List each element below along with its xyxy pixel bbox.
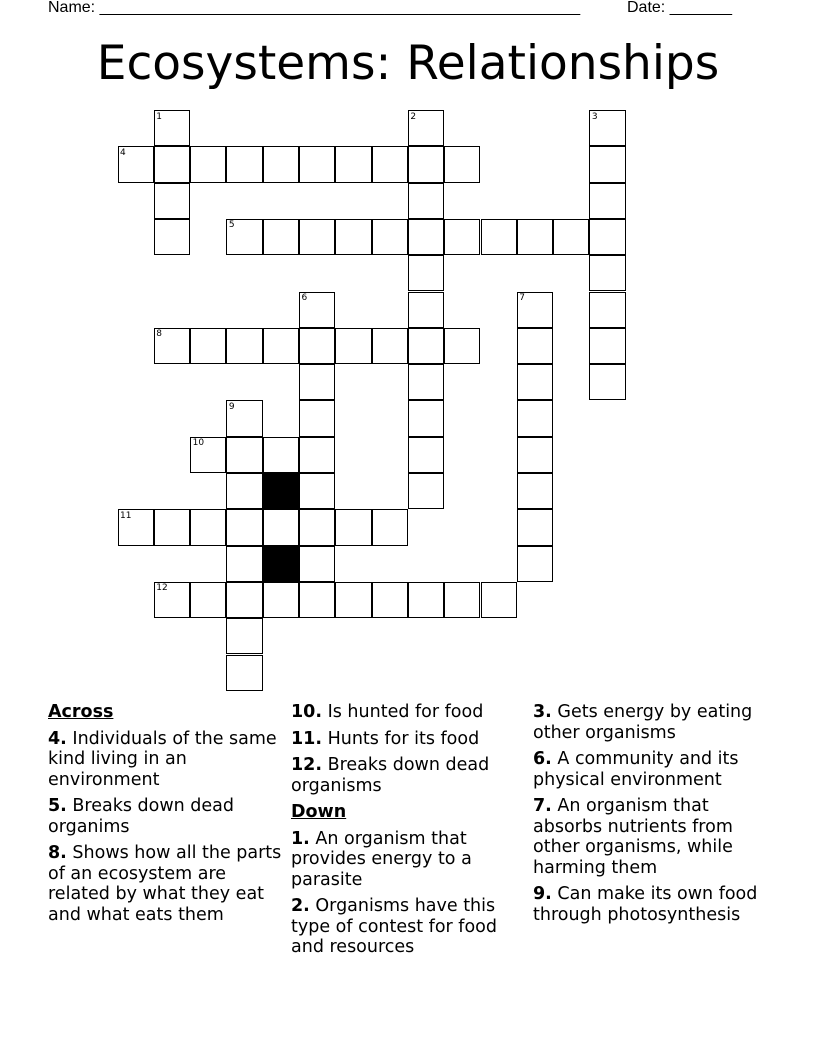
crossword-cell[interactable] <box>372 219 408 255</box>
crossword-cell[interactable] <box>335 328 371 364</box>
crossword-cell[interactable] <box>263 509 299 545</box>
clue-down-6: 6. A community and its physical environment <box>533 749 739 790</box>
crossword-cell[interactable] <box>226 655 262 691</box>
clue-down-7: 7. An organism that absorbs nutrients from other organisms, while harming them <box>533 796 733 878</box>
crossword-cell[interactable] <box>299 328 335 364</box>
clues-column-1 <box>48 702 283 931</box>
page-title: Ecosystems: Relationships <box>96 36 720 91</box>
clue-down-3: 3. Gets energy by eating other organisms <box>533 702 753 743</box>
crossword-cell[interactable] <box>299 509 335 545</box>
crossword-cell[interactable] <box>263 146 299 182</box>
crossword-cell[interactable] <box>517 509 553 545</box>
clue-across-10: 10. Is hunted for food <box>291 702 484 722</box>
crossword-cell[interactable] <box>408 219 444 255</box>
crossword-cell[interactable] <box>444 582 480 618</box>
crossword-cell[interactable] <box>589 292 625 328</box>
crossword-cell[interactable] <box>408 328 444 364</box>
clue-number: 6 <box>301 293 308 303</box>
crossword-cell[interactable] <box>408 183 444 219</box>
crossword-cell[interactable] <box>226 437 262 473</box>
clue-number: 10 <box>192 438 205 449</box>
crossword-cell[interactable] <box>263 437 299 473</box>
crossword-cell[interactable] <box>263 219 299 255</box>
crossword-cell[interactable] <box>589 328 625 364</box>
crossword-cell[interactable] <box>263 328 299 364</box>
crossword-cell[interactable] <box>408 582 444 618</box>
crossword-cell[interactable] <box>226 146 262 182</box>
crossword-cell[interactable] <box>372 146 408 182</box>
crossword-cell[interactable] <box>481 219 517 255</box>
crossword-cell[interactable] <box>444 146 480 182</box>
clue-number: 8 <box>156 329 163 340</box>
crossword-cell[interactable] <box>589 255 625 291</box>
clues-column-2 <box>291 702 526 964</box>
crossword-cell[interactable] <box>517 437 553 473</box>
crossword-cell[interactable] <box>517 473 553 509</box>
crossword-cell[interactable] <box>372 328 408 364</box>
clues-column-3 <box>533 702 773 931</box>
clue-number: 9 <box>228 401 235 412</box>
crossword-cell[interactable] <box>372 509 408 545</box>
clue-number: 3 <box>591 111 598 122</box>
crossword-cell[interactable] <box>226 509 262 545</box>
crossword-cell[interactable] <box>335 509 371 545</box>
crossword-cell[interactable] <box>444 219 480 255</box>
crossword-cell[interactable] <box>517 400 553 436</box>
crossword-cell[interactable] <box>226 546 262 582</box>
crossword-cell[interactable] <box>299 473 335 509</box>
clue-across-4: 4. Individuals of the same kind living in an environment <box>48 728 277 790</box>
crossword-cell[interactable] <box>335 582 371 618</box>
clue-across-11: 11. Hunts for its food <box>291 728 480 749</box>
crossword-cell[interactable] <box>517 364 553 400</box>
black-cell <box>263 473 299 509</box>
crossword-cell[interactable] <box>408 255 444 291</box>
crossword-cell[interactable] <box>226 618 262 654</box>
crossword-cell[interactable] <box>408 364 444 400</box>
crossword-cell[interactable] <box>408 473 444 509</box>
clue-across-5: 5. Breaks down dead organims <box>48 796 235 837</box>
crossword-cell[interactable] <box>299 582 335 618</box>
crossword-cell[interactable] <box>517 328 553 364</box>
crossword-cell[interactable] <box>190 146 226 182</box>
crossword-cell[interactable] <box>335 146 371 182</box>
clue-down-2: 2. Organisms have this type of contest for food and resources <box>291 896 497 957</box>
crossword-cell[interactable] <box>226 473 262 509</box>
crossword-cell[interactable] <box>408 400 444 436</box>
crossword-cell[interactable] <box>335 219 371 255</box>
crossword-cell[interactable] <box>372 582 408 618</box>
clue-number: 7 <box>519 293 526 303</box>
crossword-cell[interactable] <box>517 219 553 255</box>
crossword-cell[interactable] <box>299 219 335 255</box>
crossword-cell[interactable] <box>553 219 589 255</box>
crossword-cell[interactable] <box>263 582 299 618</box>
crossword-cell[interactable] <box>226 582 262 618</box>
crossword-cell[interactable] <box>589 183 625 219</box>
crossword-cell[interactable] <box>589 364 625 400</box>
clue-number: 12 <box>156 583 168 594</box>
clue-number: 4 <box>120 147 126 158</box>
crossword-cell[interactable] <box>444 328 480 364</box>
crossword-cell[interactable] <box>190 328 226 364</box>
clue-number: 5 <box>228 220 235 231</box>
crossword-cell[interactable] <box>408 292 444 328</box>
crossword-cell[interactable] <box>154 183 190 219</box>
crossword-cell[interactable] <box>299 546 335 582</box>
crossword-cell[interactable] <box>589 219 625 255</box>
crossword-cell[interactable] <box>408 146 444 182</box>
black-cell <box>263 546 299 582</box>
clue-number: 1 <box>156 111 163 122</box>
name-field[interactable]: Name: ______________________________________________________ <box>48 0 581 16</box>
clue-down-1: 1. An organism that provides energy to a parasite <box>291 828 472 890</box>
clue-across-12: 12. Breaks down dead organisms <box>291 755 490 796</box>
crossword-cell[interactable] <box>299 400 335 436</box>
clue-number: 11 <box>120 510 132 521</box>
date-field[interactable]: Date: _______ <box>627 0 732 16</box>
crossword-cell[interactable] <box>299 146 335 182</box>
crossword-cell[interactable] <box>154 219 190 255</box>
crossword-cell[interactable] <box>190 582 226 618</box>
crossword-cell[interactable] <box>517 546 553 582</box>
clue-across-8: 8. Shows how all the parts of an ecosystem are related by what they eat and what eats them <box>48 843 282 925</box>
crossword-cell[interactable] <box>226 328 262 364</box>
crossword-cell[interactable] <box>589 146 625 182</box>
crossword-cell[interactable] <box>408 437 444 473</box>
clue-down-9: 9. Can make its own food through photosynthesis <box>533 884 758 925</box>
crossword-cell[interactable] <box>481 582 517 618</box>
crossword-cell[interactable] <box>299 437 335 473</box>
down-heading: Down <box>291 802 347 822</box>
across-heading: Across <box>48 702 114 722</box>
crossword-cell[interactable] <box>299 364 335 400</box>
clue-number: 2 <box>410 111 417 122</box>
crossword-cell[interactable] <box>154 146 190 182</box>
crossword-cell[interactable] <box>190 509 226 545</box>
crossword-cell[interactable] <box>154 509 190 545</box>
